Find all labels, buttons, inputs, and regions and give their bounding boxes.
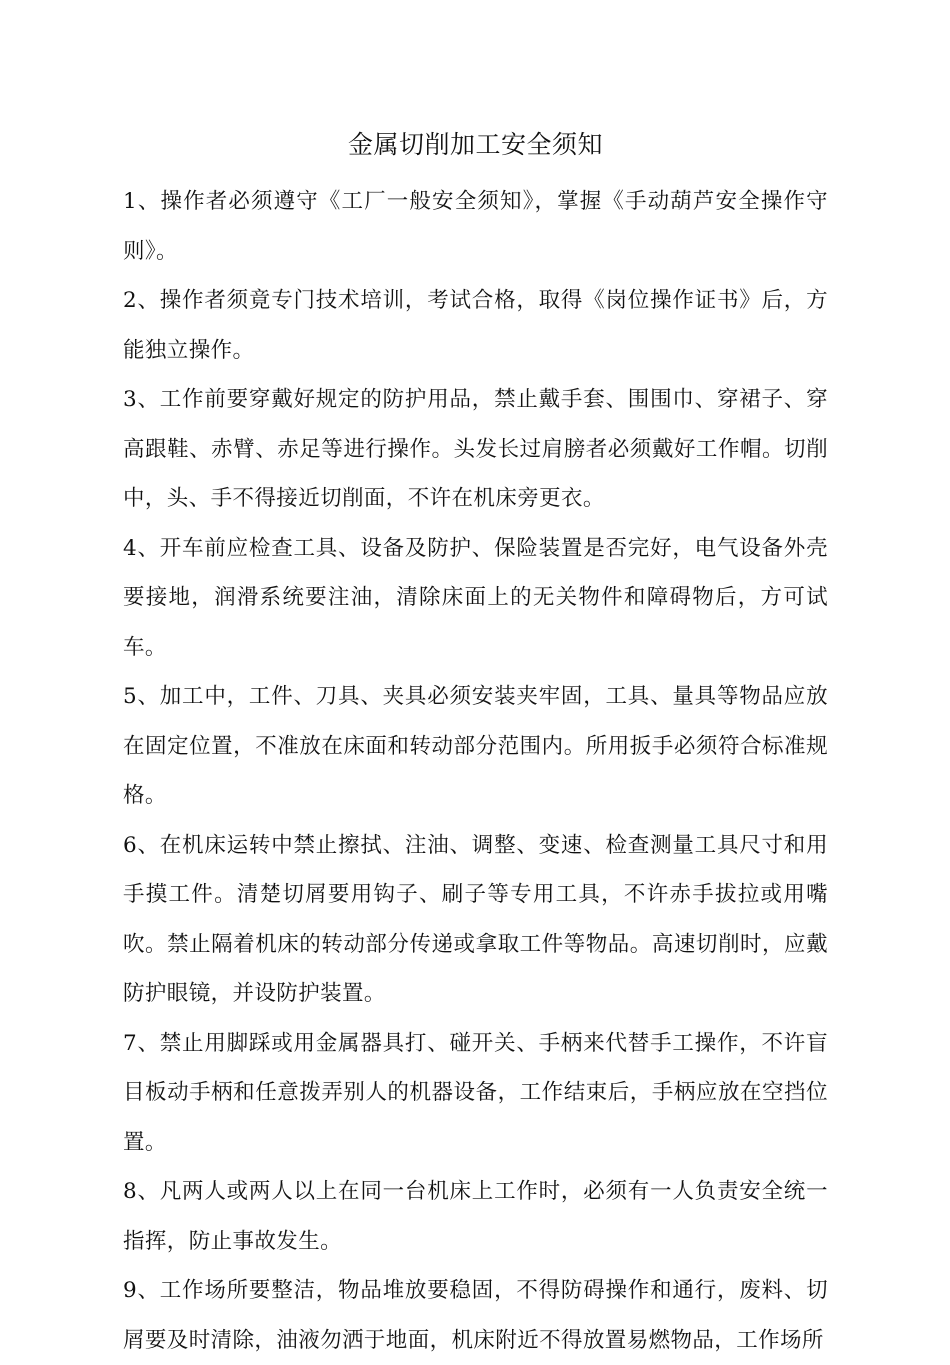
clause-2: 2、操作者须竟专门技术培训，考试合格，取得《岗位操作证书》后，方能独立操作。 bbox=[123, 288, 828, 363]
document-title: 金属切削加工安全须知 bbox=[347, 130, 603, 159]
clause-8: 8、凡两人或两人以上在同一台机床上工作时，必须有一人负责安全统一指挥，防止事故发生。 bbox=[123, 1179, 828, 1254]
clause-5: 5、加工中，工件、刀具、夹具必须安装夹牢固，工具、量具等物品应放在固定位置，不准放在床面和转动部分范围内。所用扳手必须符合标准规格。 bbox=[123, 684, 828, 808]
clause-3: 3、工作前要穿戴好规定的防护用品，禁止戴手套、围围巾、穿裙子、穿高跟鞋、赤臂、赤足等进行操作。头发长过肩膀者必须戴好工作帽。切削中，头、手不得接近切削面，不许在机床旁更衣。 bbox=[123, 387, 828, 511]
clause-1: 1、操作者必须遵守《工厂一般安全须知》，掌握《手动葫芦安全操作守则》。 bbox=[123, 189, 828, 264]
clause-7: 7、禁止用脚踩或用金属器具打、碰开关、手柄来代替手工操作，不许盲目板动手柄和任意拨弄别人的机器设备，工作结束后，手柄应放在空挡位置。 bbox=[123, 1030, 828, 1155]
clause-4: 4、开车前应检查工具、设备及防护、保险装置是否完好，电气设备外壳要接地，润滑系统要注油，清除床面上的无关物件和障碍物后，方可试车。 bbox=[123, 535, 828, 660]
clause-9: 9、工作场所要整洁，物品堆放要稳固，不得防碍操作和通行，废料、切屑要及时清除，油液勿洒于地面，机床附近不得放置易燃物品，工作场所 bbox=[123, 1278, 828, 1353]
clause-6: 6、在机床运转中禁止擦拭、注油、调整、变速、检查测量工具尺寸和用手摸工件。清楚切屑要用钩子、刷子等专用工具，不许赤手拔拉或用嘴吹。禁止隔着机床的转动部分传递或拿取工件等物品。高速切削时，应戴防护眼镜，并设防护装置。 bbox=[123, 832, 828, 1006]
